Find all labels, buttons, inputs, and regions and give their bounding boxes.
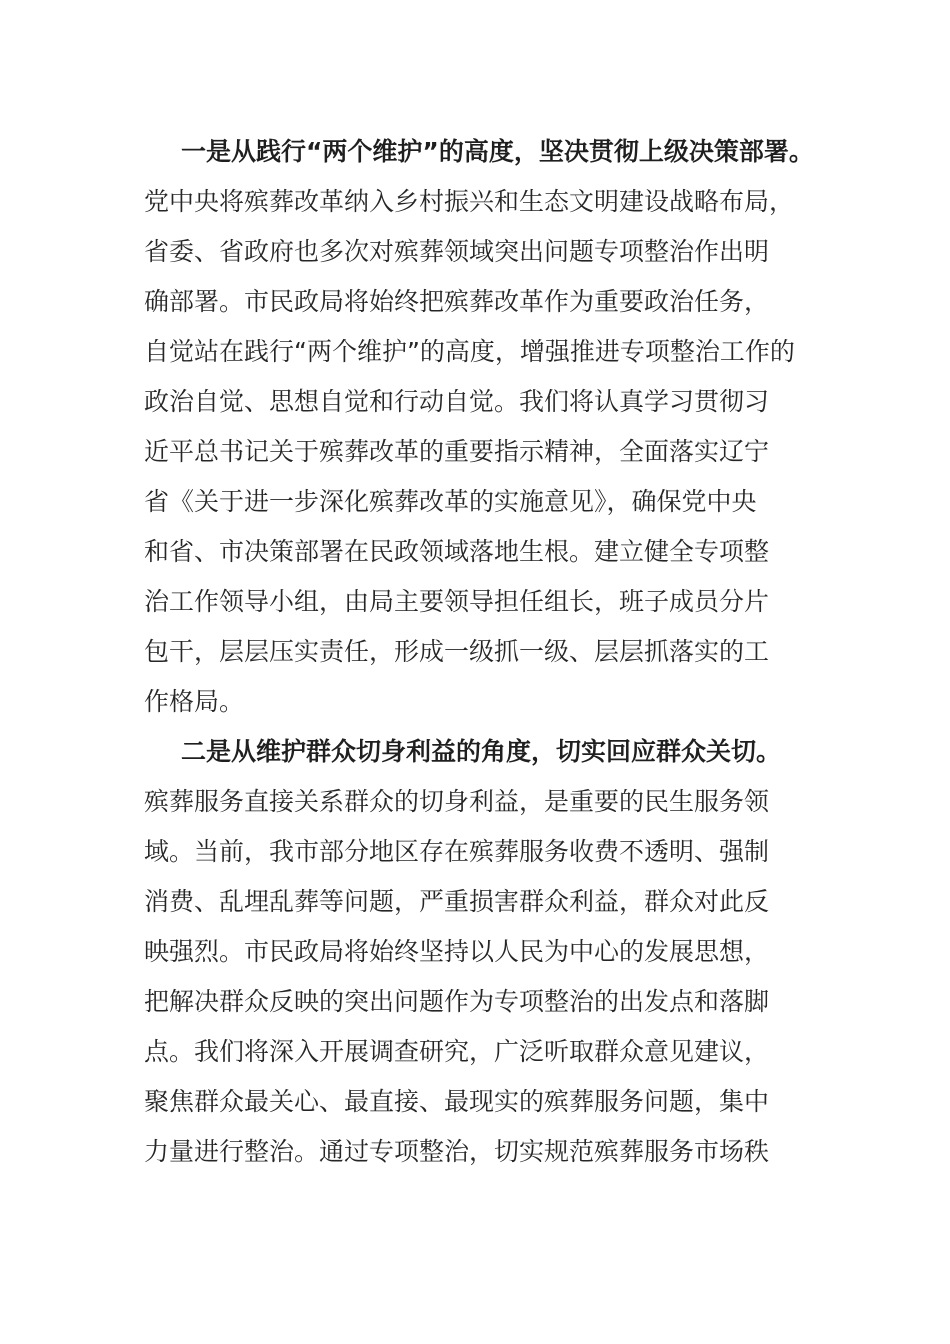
- paragraph-2-line: 把解决群众反映的突出问题作为专项整治的出发点和落脚: [144, 987, 770, 1016]
- paragraph-1-line: 确部署。市民政局将始终把殡葬改革作为重要政治任务，: [144, 287, 770, 316]
- paragraph-2-line: 力量进行整治。通过专项整治，切实规范殡葬服务市场秩: [144, 1137, 770, 1166]
- paragraph-1-line: 政治自觉、思想自觉和行动自觉。我们将认真学习贯彻习: [144, 387, 770, 416]
- paragraph-1-line: 党中央将殡葬改革纳入乡村振兴和生态文明建设战略布局，: [144, 187, 795, 216]
- paragraph-1-line: 包干，层层压实责任，形成一级抓一级、层层抓落实的工: [144, 637, 770, 666]
- paragraph-1-line: 省委、省政府也多次对殡葬领域突出问题专项整治作出明: [144, 237, 770, 266]
- paragraph-1-line: 作格局。: [144, 687, 245, 716]
- paragraph-2-line: 域。当前，我市部分地区存在殡葬服务收费不透明、强制: [144, 837, 770, 866]
- paragraph-1-heading-line: 一是从践行“两个维护”的高度，坚决贯彻上级决策部署。: [181, 137, 814, 166]
- paragraph-2-line: 聚焦群众最关心、最直接、最现实的殡葬服务问题，集中: [144, 1087, 770, 1116]
- paragraph-2-line: 点。我们将深入开展调查研究，广泛听取群众意见建议，: [144, 1037, 770, 1066]
- paragraph-1-line: 省《关于进一步深化殡葬改革的实施意见》，确保党中央: [144, 487, 757, 516]
- paragraph-1-line: 治工作领导小组，由局主要领导担任组长，班子成员分片: [144, 587, 770, 616]
- paragraph-2-heading-line: 二是从维护群众切身利益的角度，切实回应群众关切。: [181, 737, 782, 766]
- paragraph-1-line: 和省、市决策部署在民政领域落地生根。建立健全专项整: [144, 537, 770, 566]
- paragraph-2-line: 殡葬服务直接关系群众的切身利益，是重要的民生服务领: [144, 787, 770, 816]
- paragraph-2-line: 映强烈。市民政局将始终坚持以人民为中心的发展思想，: [144, 937, 770, 966]
- paragraph-1-line: 自觉站在践行“两个维护”的高度，增强推进专项整治工作的: [144, 337, 795, 366]
- paragraph-1-line: 近平总书记关于殡葬改革的重要指示精神，全面落实辽宁: [144, 437, 770, 466]
- paragraph-2-line: 消费、乱埋乱葬等问题，严重损害群众利益，群众对此反: [144, 887, 770, 916]
